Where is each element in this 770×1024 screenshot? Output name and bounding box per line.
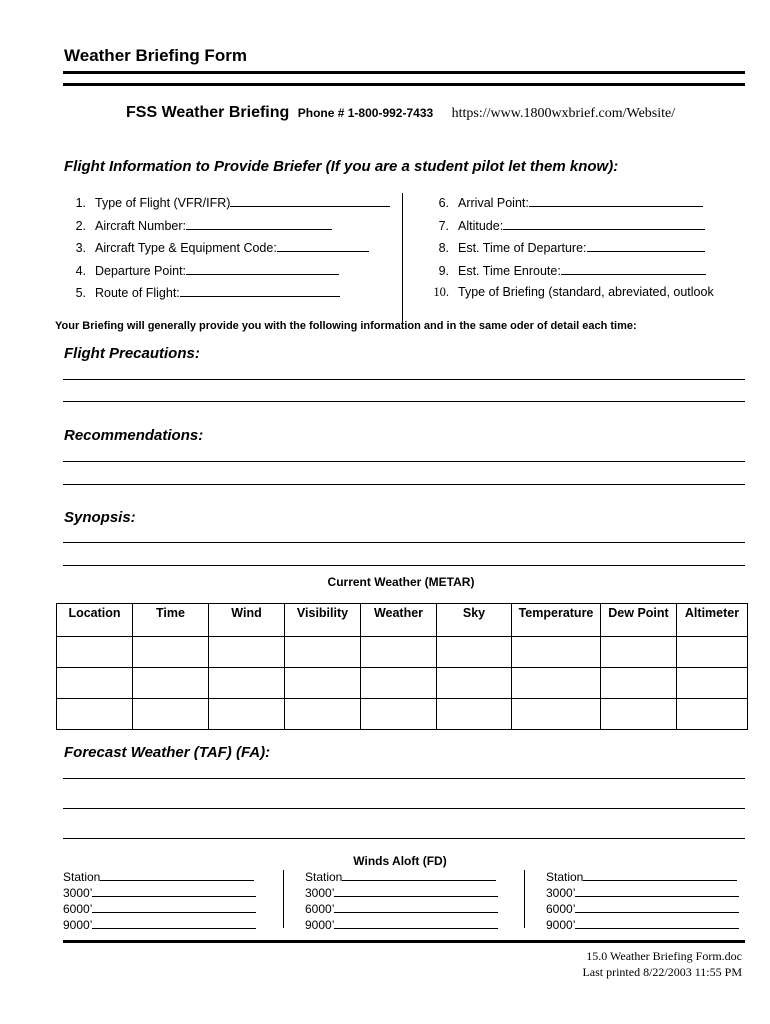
table-cell[interactable] xyxy=(285,668,361,699)
station-field[interactable] xyxy=(583,869,737,881)
table-cell[interactable] xyxy=(57,699,133,730)
table-cell[interactable] xyxy=(437,637,512,668)
list-item: 9. Est. Time Enroute: xyxy=(427,263,706,278)
fss-url: https://www.1800wxbrief.com/Website/ xyxy=(451,106,676,121)
winds-column-2: Station 3000’ 6000’ 9000’ xyxy=(305,869,498,933)
wind-3000-field[interactable] xyxy=(92,885,256,897)
winds-aloft-caption: Winds Aloft (FD) xyxy=(353,854,447,868)
fss-title: FSS Weather Briefing xyxy=(126,104,290,121)
fss-line xyxy=(126,104,675,122)
flight-precautions-heading: Flight Precautions: xyxy=(64,345,200,362)
table-cell[interactable] xyxy=(361,637,437,668)
table-row xyxy=(57,637,748,668)
table-cell[interactable] xyxy=(437,668,512,699)
table-cell[interactable] xyxy=(437,699,512,730)
list-item: 1. Type of Flight (VFR/IFR) xyxy=(64,195,390,210)
briefing-note: Your Briefing will generally provide you with the following information and in the same oder of detail each time: xyxy=(55,320,637,332)
metar-table xyxy=(56,603,748,730)
table-cell[interactable] xyxy=(133,637,209,668)
forecast-line-2[interactable] xyxy=(63,808,745,809)
wind-9000-field[interactable] xyxy=(575,917,739,929)
table-cell[interactable] xyxy=(57,637,133,668)
recommendations-heading: Recommendations: xyxy=(64,427,204,444)
departure-point-field[interactable] xyxy=(186,263,339,275)
route-of-flight-field[interactable] xyxy=(180,285,340,297)
col-temperature: Temperature xyxy=(512,604,601,637)
wind-9000-field[interactable] xyxy=(334,917,498,929)
synopsis-line-2[interactable] xyxy=(63,565,745,566)
station-field[interactable] xyxy=(342,869,496,881)
table-row xyxy=(57,699,748,730)
table-cell[interactable] xyxy=(512,699,601,730)
precautions-line-2[interactable] xyxy=(63,401,745,402)
footer-filename: 15.0 Weather Briefing Form.doc xyxy=(586,949,742,963)
synopsis-heading: Synopsis: xyxy=(64,509,136,526)
col-visibility: Visibility xyxy=(285,604,361,637)
time-enroute-field[interactable] xyxy=(561,263,706,275)
list-item: 7. Altitude: xyxy=(427,218,705,233)
precautions-line-1[interactable] xyxy=(63,379,745,380)
table-row xyxy=(57,668,748,699)
footer-printed: Last printed 8/22/2003 11:55 PM xyxy=(582,965,742,979)
table-cell[interactable] xyxy=(285,699,361,730)
footer xyxy=(582,948,742,980)
aircraft-number-field[interactable] xyxy=(186,218,332,230)
header-rule-bottom xyxy=(63,83,745,86)
wind-3000-field[interactable] xyxy=(575,885,739,897)
table-cell[interactable] xyxy=(133,699,209,730)
table-cell[interactable] xyxy=(601,699,677,730)
winds-divider-1 xyxy=(283,870,284,928)
recommendations-line-2[interactable] xyxy=(63,484,745,485)
footer-rule xyxy=(63,940,745,943)
list-item: 3. Aircraft Type & Equipment Code: xyxy=(64,240,369,255)
col-altimeter: Altimeter xyxy=(677,604,748,637)
col-weather: Weather xyxy=(361,604,437,637)
table-cell[interactable] xyxy=(361,668,437,699)
wind-6000-field[interactable] xyxy=(334,901,498,913)
arrival-point-field[interactable] xyxy=(529,195,703,207)
synopsis-line-1[interactable] xyxy=(63,542,745,543)
col-sky: Sky xyxy=(437,604,512,637)
table-cell[interactable] xyxy=(601,668,677,699)
list-item: 4. Departure Point: xyxy=(64,263,339,278)
altitude-field[interactable] xyxy=(503,218,705,230)
table-cell[interactable] xyxy=(133,668,209,699)
list-item: 6. Arrival Point: xyxy=(427,195,703,210)
table-cell[interactable] xyxy=(57,668,133,699)
station-field[interactable] xyxy=(100,869,254,881)
list-item: 2. Aircraft Number: xyxy=(64,218,332,233)
col-wind: Wind xyxy=(209,604,285,637)
table-cell[interactable] xyxy=(285,637,361,668)
col-dew-point: Dew Point xyxy=(601,604,677,637)
header-rule-top xyxy=(63,71,745,74)
list-item: 5. Route of Flight: xyxy=(64,285,340,300)
forecast-line-1[interactable] xyxy=(63,778,745,779)
wind-6000-field[interactable] xyxy=(92,901,256,913)
forecast-line-3[interactable] xyxy=(63,838,745,839)
type-of-flight-field[interactable] xyxy=(230,195,390,207)
table-cell[interactable] xyxy=(512,637,601,668)
recommendations-line-1[interactable] xyxy=(63,461,745,462)
wind-9000-field[interactable] xyxy=(92,917,256,929)
table-cell[interactable] xyxy=(601,637,677,668)
winds-column-3: Station 3000’ 6000’ 9000’ xyxy=(546,869,739,933)
winds-divider-2 xyxy=(524,870,525,928)
wind-6000-field[interactable] xyxy=(575,901,739,913)
table-cell[interactable] xyxy=(512,668,601,699)
table-cell[interactable] xyxy=(209,668,285,699)
departure-time-field[interactable] xyxy=(587,240,705,252)
table-cell[interactable] xyxy=(677,668,748,699)
metar-caption: Current Weather (METAR) xyxy=(327,575,475,589)
table-cell[interactable] xyxy=(209,637,285,668)
list-item: 8. Est. Time of Departure: xyxy=(427,240,705,255)
col-location: Location xyxy=(57,604,133,637)
winds-column-1: Station 3000’ 6000’ 9000’ xyxy=(63,869,256,933)
flight-info-heading: Flight Information to Provide Briefer (If you are a student pilot let them know): xyxy=(64,158,619,175)
flight-info-divider xyxy=(402,193,403,323)
table-header-row xyxy=(57,604,748,637)
table-cell[interactable] xyxy=(209,699,285,730)
fss-phone: Phone # 1-800-992-7433 xyxy=(297,106,434,120)
forecast-heading: Forecast Weather (TAF) (FA): xyxy=(64,744,271,761)
table-cell[interactable] xyxy=(677,637,748,668)
table-cell[interactable] xyxy=(361,699,437,730)
aircraft-type-field[interactable] xyxy=(277,240,369,252)
page-title: Weather Briefing Form xyxy=(64,46,247,65)
wind-3000-field[interactable] xyxy=(334,885,498,897)
list-item: 10. Type of Briefing (standard, abreviated, outlook xyxy=(433,285,714,299)
col-time: Time xyxy=(133,604,209,637)
table-cell[interactable] xyxy=(677,699,748,730)
